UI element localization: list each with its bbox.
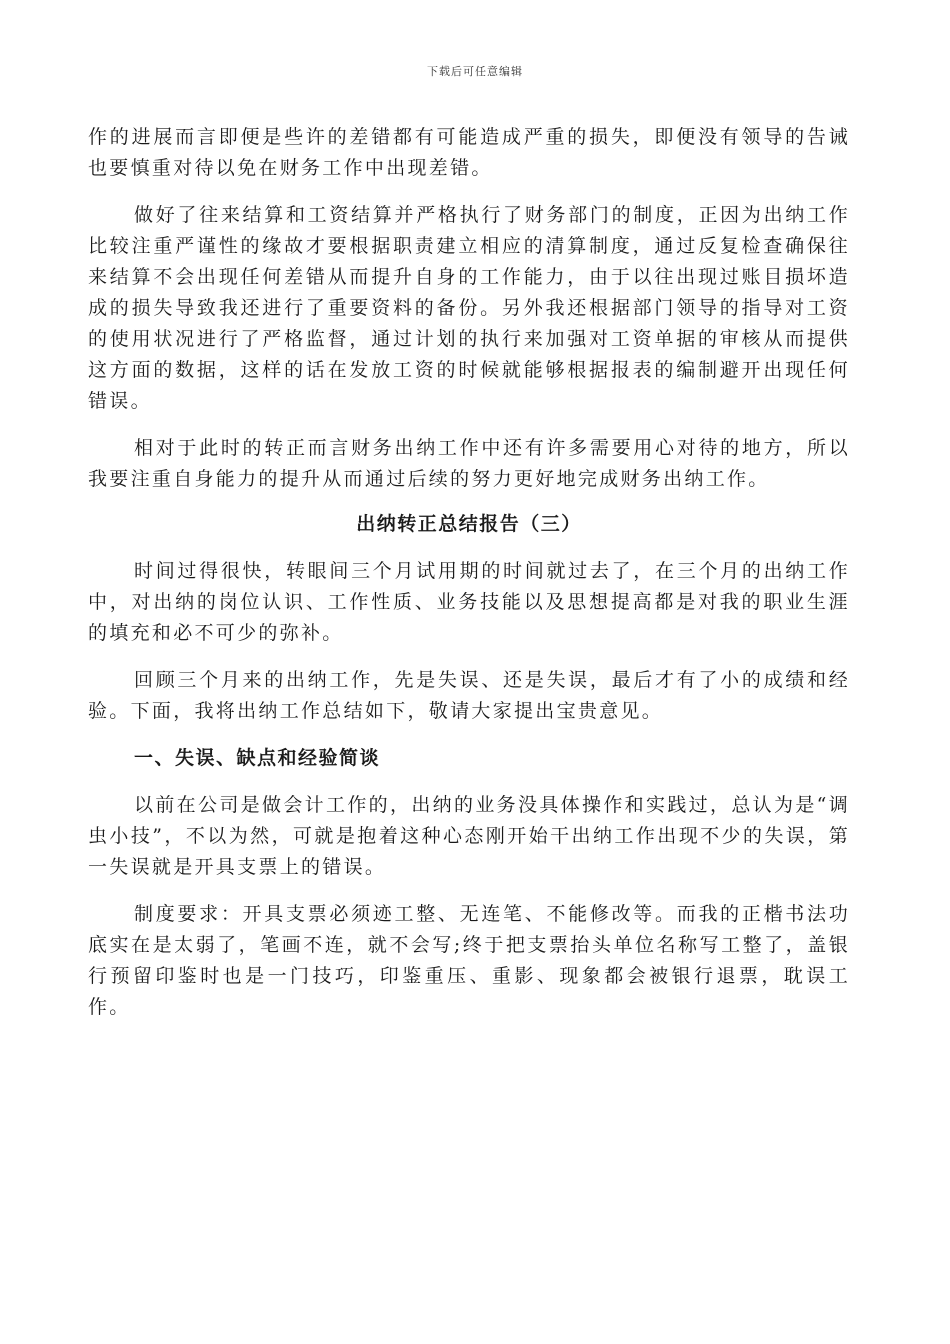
paragraph-5: 回顾三个月来的出纳工作，先是失误、还是失误，最后才有了小的成绩和经验。下面，我将出纳工作总结如下，敬请大家提出宝贵意见。 bbox=[88, 669, 850, 722]
section-title: 出纳转正总结报告（三） bbox=[356, 513, 582, 535]
document-body bbox=[88, 122, 850, 1023]
subsection-heading: 一、失误、缺点和经验简谈 bbox=[134, 747, 381, 769]
paragraph-4: 时间过得很快，转眼间三个月试用期的时间就过去了，在三个月的出纳工作中，对出纳的岗位认识、工作性质、业务技能以及思想提高都是对我的职业生涯的填充和必不可少的弥补。 bbox=[88, 560, 850, 644]
paragraph-1: 作的进展而言即便是些许的差错都有可能造成严重的损失，即便没有领导的告诫也要慎重对待以免在财务工作中出现差错。 bbox=[88, 126, 850, 179]
paragraph-3: 相对于此时的转正而言财务出纳工作中还有许多需要用心对待的地方，所以我要注重自身能力的提升从而通过后续的努力更好地完成财务出纳工作。 bbox=[88, 437, 850, 490]
paragraph-6: 以前在公司是做会计工作的，出纳的业务没具体操作和实践过，总认为是“调虫小技”，不以为然，可就是抱着这种心态刚开始干出纳工作出现不少的失误，第一失误就是开具支票上的错误。 bbox=[88, 794, 850, 878]
paragraph-2: 做好了往来结算和工资结算并严格执行了财务部门的制度，正因为出纳工作比较注重严谨性的缘故才要根据职责建立相应的清算制度，通过反复检查确保往来结算不会出现任何差错从而提升自身的工作能力，由于以往出现过账目损坏造成的损失导致我还进行了重要资料的备份。另外我还根据部门领导的指导对工资的使用状况进行了严格监督，通过计划的执行来加强对工资单据的审核从而提供这方面的数据，这样的话在发放工资的时候就能够根据报表的编制避开出现任何错误。 bbox=[88, 204, 850, 412]
paragraph-7: 制度要求：开具支票必须迹工整、无连笔、不能修改等。而我的正楷书法功底实在是太弱了，笔画不连，就不会写;终于把支票抬头单位名称写工整了，盖银行预留印鉴时也是一门技巧，印鉴重压、重影、现象都会被银行退票，耽误工作。 bbox=[88, 903, 850, 1018]
page-header: 下载后可任意编辑 bbox=[427, 65, 523, 78]
